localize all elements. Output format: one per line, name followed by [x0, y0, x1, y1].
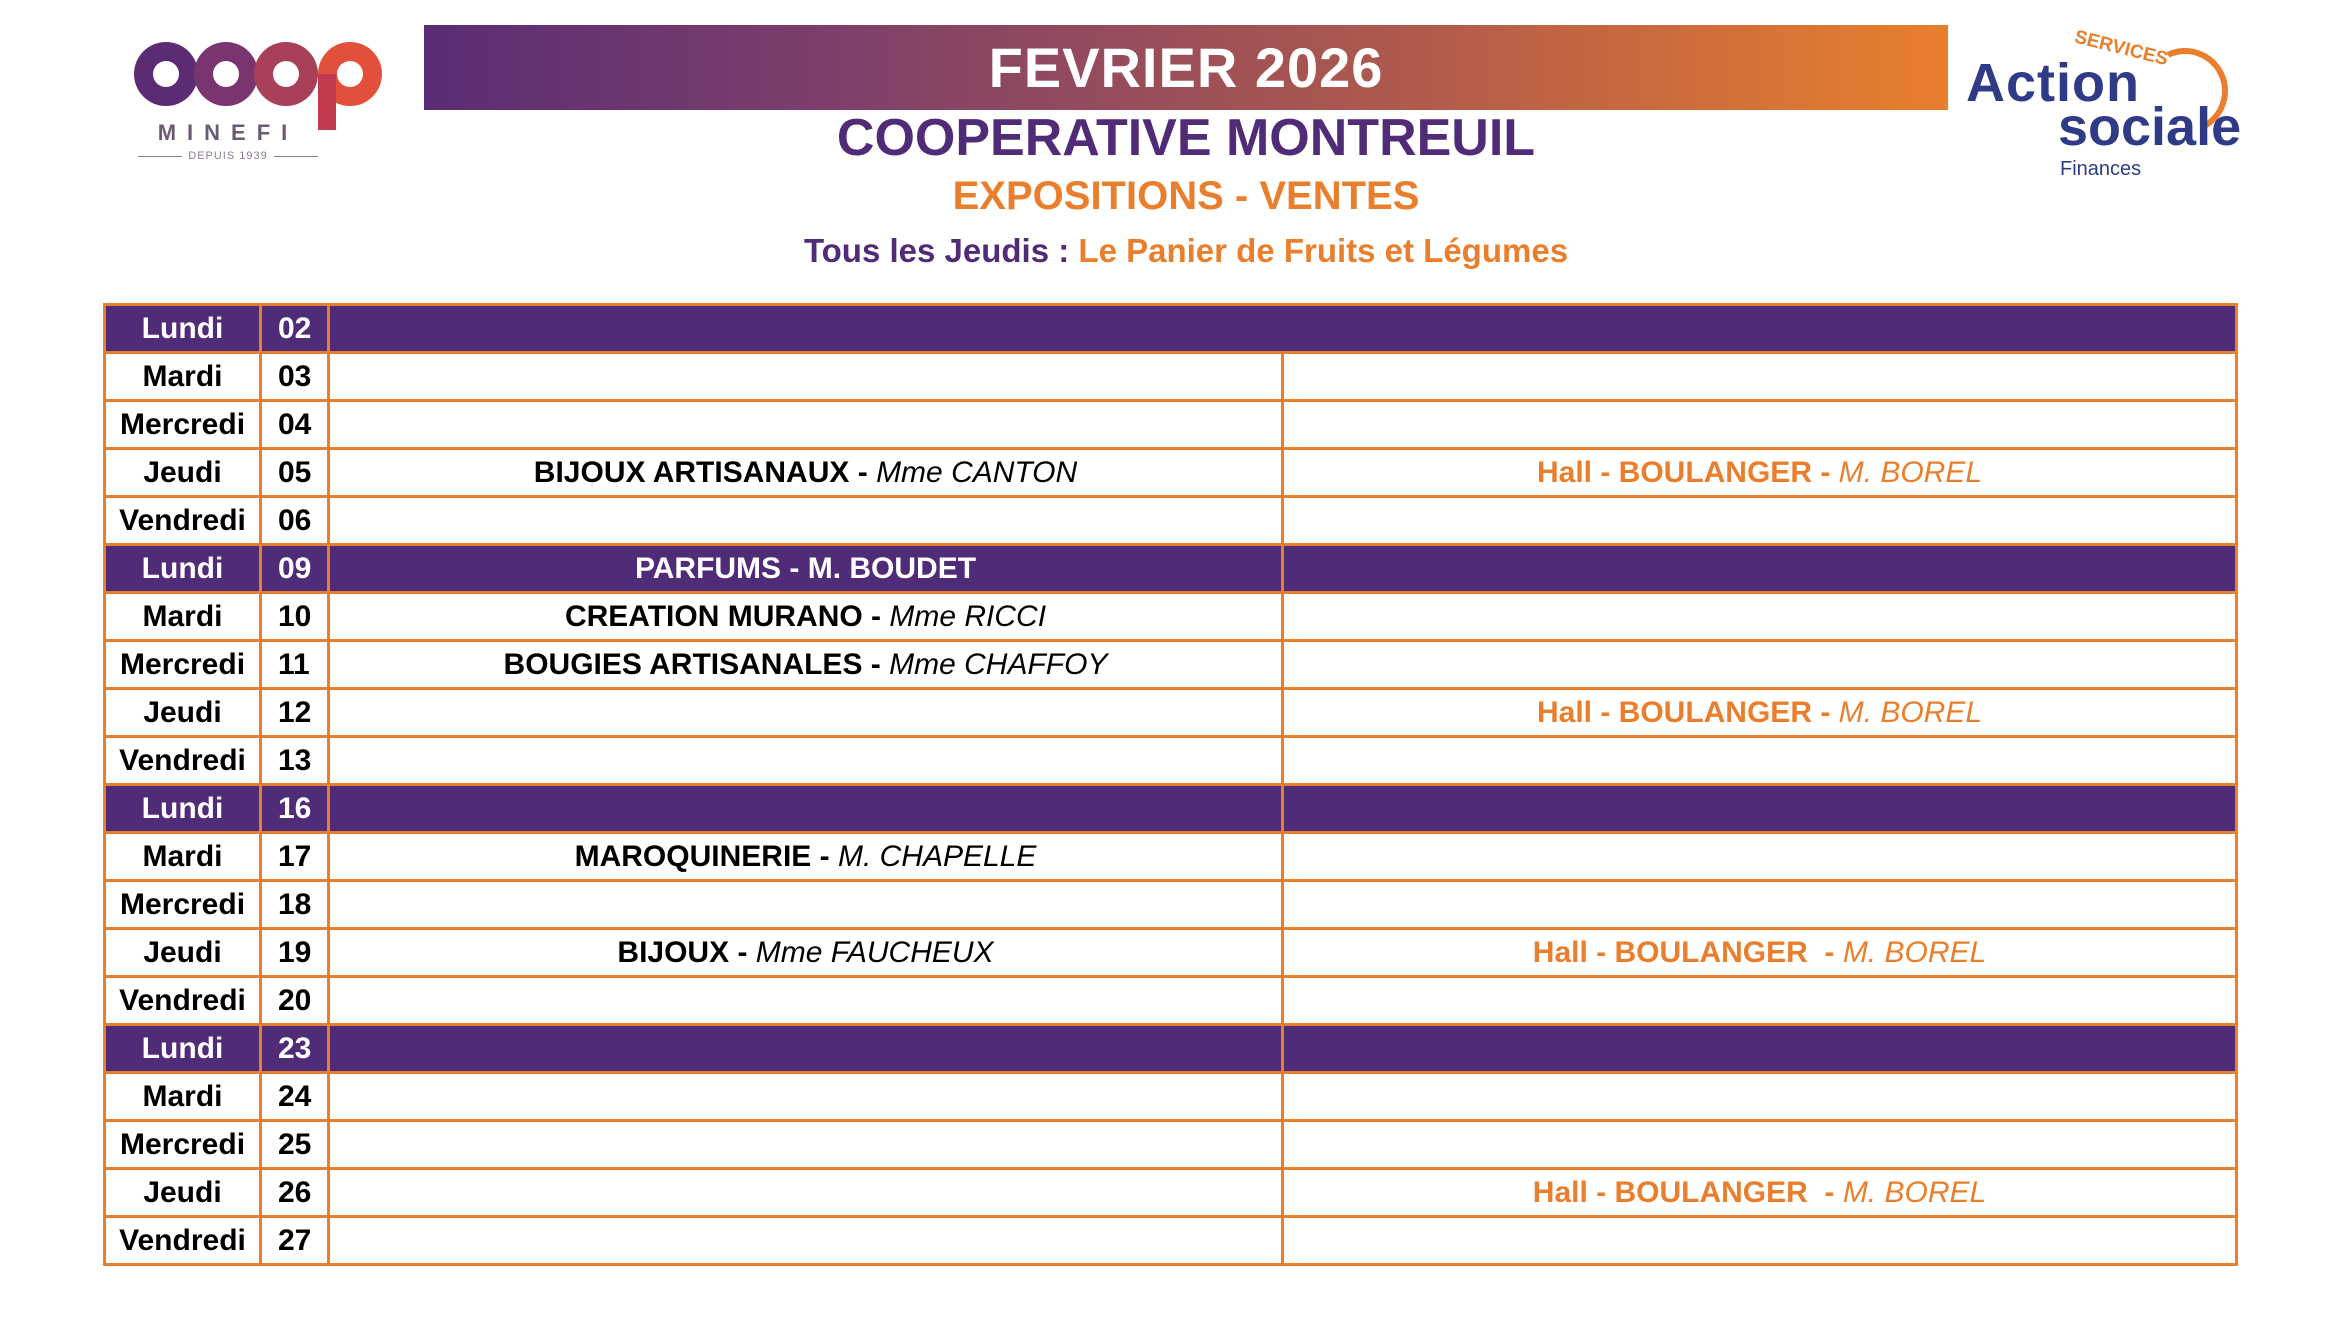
right-event-person: M. BOREL: [1842, 1175, 1987, 1209]
right-event-separator: -: [1811, 695, 1839, 729]
right-event-cell: [1283, 785, 2237, 833]
left-event-name: PARFUMS - M. BOUDET: [634, 551, 977, 585]
coop-minefi-logo: [128, 30, 408, 165]
day-cell: Jeudi: [105, 449, 261, 497]
left-event-cell: [329, 737, 1283, 785]
schedule-row: [105, 305, 2237, 353]
logo-services-text: SERVICES: [2072, 26, 2171, 71]
left-event-person: Mme RICCI: [889, 599, 1047, 633]
schedule-row: [105, 401, 2237, 449]
right-event-cell: [1283, 641, 2237, 689]
left-event-person: Mme FAUCHEUX: [755, 935, 994, 969]
date-cell: 18: [261, 881, 329, 929]
day-cell: Vendredi: [105, 977, 261, 1025]
left-event-cell: [329, 1073, 1283, 1121]
date-cell: 16: [261, 785, 329, 833]
left-event-separator: -: [862, 599, 890, 633]
logo-action-text: Action: [1966, 53, 2140, 113]
logo-sociale-text: sociale: [2058, 97, 2242, 157]
schedule-row: [105, 1169, 2237, 1217]
right-event-cell: [1283, 1169, 2237, 1217]
right-event-cell: [1283, 353, 2237, 401]
left-event-separator: -: [729, 935, 756, 969]
right-event-name: Hall - BOULANGER: [1536, 695, 1812, 729]
right-event-name: Hall - BOULANGER: [1532, 1175, 1808, 1209]
month-banner: [424, 25, 1948, 110]
logo-finances-text: Finances: [2060, 158, 2142, 180]
date-cell: 20: [261, 977, 329, 1025]
day-cell: Mardi: [105, 833, 261, 881]
right-event-cell: [1283, 929, 2237, 977]
left-event-cell: [329, 881, 1283, 929]
left-event-name: MAROQUINERIE: [574, 839, 812, 873]
left-event-cell: [329, 353, 1283, 401]
date-cell: 09: [261, 545, 329, 593]
day-cell: Mardi: [105, 593, 261, 641]
day-cell: Jeudi: [105, 929, 261, 977]
left-event-person: Mme CHAFFOY: [889, 647, 1108, 681]
left-event-cell: [329, 1217, 1283, 1265]
page-title: COOPERATIVE MONTREUIL: [836, 109, 1536, 167]
left-event-separator: -: [811, 839, 838, 873]
day-cell: Lundi: [105, 1025, 261, 1073]
schedule-row: [105, 737, 2237, 785]
left-event-cell: [329, 401, 1283, 449]
weekly-note-highlight: Le Panier de Fruits et Légumes: [1078, 232, 1569, 269]
right-event-person: M. BOREL: [1838, 695, 1983, 729]
day-cell: Jeudi: [105, 689, 261, 737]
date-cell: 04: [261, 401, 329, 449]
day-cell: Mardi: [105, 353, 261, 401]
logo-since-text: DEPUIS 1939: [128, 150, 328, 162]
right-event-cell: [1283, 977, 2237, 1025]
left-event-cell: [329, 689, 1283, 737]
schedule-row: [105, 353, 2237, 401]
action-sociale-logo: [1960, 18, 2250, 180]
left-event-name: BOUGIES ARTISANALES: [503, 647, 863, 681]
right-event-cell: [1283, 593, 2237, 641]
schedule-row: [105, 881, 2237, 929]
date-cell: 10: [261, 593, 329, 641]
day-cell: Mercredi: [105, 401, 261, 449]
right-event-cell: [1283, 545, 2237, 593]
schedule-row: [105, 1073, 2237, 1121]
schedule-row: [105, 929, 2237, 977]
date-cell: 03: [261, 353, 329, 401]
left-event-cell: [329, 1169, 1283, 1217]
schedule-row: [105, 1121, 2237, 1169]
right-event-cell: [1283, 1025, 2237, 1073]
day-cell: Mardi: [105, 1073, 261, 1121]
merged-event-cell: [329, 305, 2237, 353]
right-event-name: Hall - BOULANGER: [1536, 455, 1812, 489]
right-event-cell: [1283, 1073, 2237, 1121]
date-cell: 24: [261, 1073, 329, 1121]
right-event-cell: [1283, 1121, 2237, 1169]
left-event-cell: [329, 497, 1283, 545]
left-event-name: BIJOUX ARTISANAUX: [533, 455, 850, 489]
left-event-cell: [329, 641, 1283, 689]
page-subtitle: EXPOSITIONS - VENTES: [952, 174, 1420, 218]
schedule-row: [105, 785, 2237, 833]
day-cell: Vendredi: [105, 497, 261, 545]
date-cell: 17: [261, 833, 329, 881]
right-event-cell: [1283, 737, 2237, 785]
left-event-person: M. CHAPELLE: [837, 839, 1037, 873]
left-event-cell: [329, 449, 1283, 497]
date-cell: 26: [261, 1169, 329, 1217]
right-event-separator: -: [1807, 1175, 1843, 1209]
day-cell: Mercredi: [105, 881, 261, 929]
date-cell: 13: [261, 737, 329, 785]
left-event-cell: [329, 1121, 1283, 1169]
month-title: FEVRIER 2026: [988, 36, 1384, 99]
right-event-person: M. BOREL: [1842, 935, 1987, 969]
right-event-cell: [1283, 449, 2237, 497]
left-event-cell: [329, 929, 1283, 977]
right-event-cell: [1283, 401, 2237, 449]
schedule-row: [105, 1025, 2237, 1073]
schedule-row: [105, 545, 2237, 593]
date-cell: 25: [261, 1121, 329, 1169]
schedule-row: [105, 449, 2237, 497]
date-cell: 02: [261, 305, 329, 353]
date-cell: 23: [261, 1025, 329, 1073]
right-event-cell: [1283, 689, 2237, 737]
left-event-cell: [329, 833, 1283, 881]
weekly-note: [424, 232, 1948, 270]
schedule-row: [105, 1217, 2237, 1265]
left-event-cell: [329, 593, 1283, 641]
day-cell: Jeudi: [105, 1169, 261, 1217]
left-event-cell: [329, 977, 1283, 1025]
left-event-separator: -: [862, 647, 890, 681]
schedule-row: [105, 593, 2237, 641]
logo-minefi-text: MINEFI: [157, 120, 299, 145]
day-cell: Lundi: [105, 545, 261, 593]
schedule-table: [103, 303, 2238, 1266]
left-event-cell: [329, 1025, 1283, 1073]
schedule-row: [105, 977, 2237, 1025]
weekly-note-prefix: Tous les Jeudis :: [803, 232, 1070, 269]
date-cell: 05: [261, 449, 329, 497]
date-cell: 19: [261, 929, 329, 977]
schedule-row: [105, 689, 2237, 737]
left-event-name: BIJOUX: [617, 935, 730, 969]
day-cell: Vendredi: [105, 737, 261, 785]
right-event-separator: -: [1807, 935, 1843, 969]
right-event-cell: [1283, 881, 2237, 929]
date-cell: 06: [261, 497, 329, 545]
coop-logo-icon: [128, 30, 408, 130]
schedule-body: [105, 305, 2237, 1265]
left-event-cell: [329, 785, 1283, 833]
date-cell: 11: [261, 641, 329, 689]
date-cell: 27: [261, 1217, 329, 1265]
left-event-separator: -: [849, 455, 877, 489]
schedule-row: [105, 497, 2237, 545]
left-event-person: Mme CANTON: [876, 455, 1078, 489]
day-cell: Mercredi: [105, 641, 261, 689]
right-event-person: M. BOREL: [1838, 455, 1983, 489]
right-event-cell: [1283, 833, 2237, 881]
schedule-row: [105, 641, 2237, 689]
date-cell: 12: [261, 689, 329, 737]
day-cell: Vendredi: [105, 1217, 261, 1265]
left-event-name: CREATION MURANO: [564, 599, 863, 633]
right-event-cell: [1283, 497, 2237, 545]
schedule-row: [105, 833, 2237, 881]
left-event-cell: [329, 545, 1283, 593]
day-cell: Lundi: [105, 785, 261, 833]
day-cell: Mercredi: [105, 1121, 261, 1169]
right-event-name: Hall - BOULANGER: [1532, 935, 1808, 969]
right-event-separator: -: [1811, 455, 1839, 489]
day-cell: Lundi: [105, 305, 261, 353]
right-event-cell: [1283, 1217, 2237, 1265]
